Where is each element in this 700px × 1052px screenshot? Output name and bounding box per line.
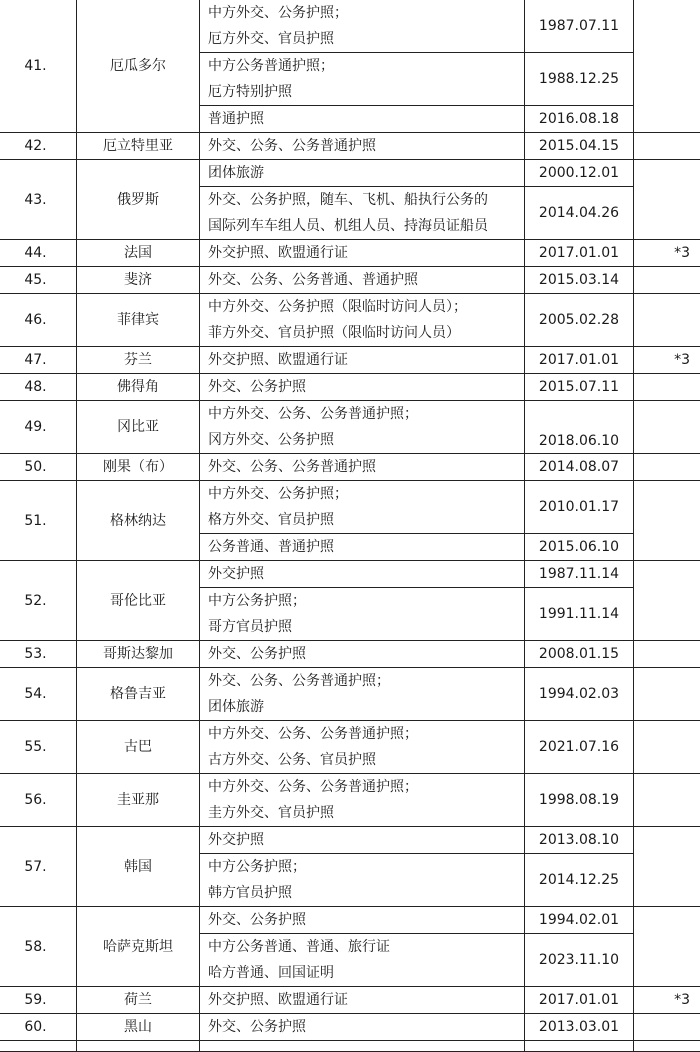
- cell-date: 2014.12.25: [525, 854, 634, 907]
- passport-type-line: 中方外交、公务、公务普通护照；: [208, 774, 524, 800]
- cell-country: 芬兰: [77, 347, 200, 374]
- table-row: [0, 267, 700, 294]
- cell-date: 2008.01.15: [525, 641, 634, 668]
- cell-date: 2015.06.10: [525, 534, 634, 561]
- table-row: [0, 561, 700, 588]
- table-row-partial-bottom: [0, 1041, 700, 1052]
- cell-note: [634, 374, 700, 401]
- cell-passport-type: [200, 187, 525, 240]
- passport-type-line: 外交、公务护照: [208, 374, 524, 400]
- cell-date: 1987.07.11: [525, 0, 634, 53]
- cell-passport-type: [200, 854, 525, 907]
- passport-type-line: 外交、公务、公务普通护照: [208, 133, 524, 159]
- passport-type-line: 外交、公务、公务普通护照: [208, 454, 524, 480]
- table-row: [0, 1014, 700, 1041]
- cell-num: 44.: [0, 240, 77, 267]
- table-row: [0, 827, 700, 854]
- cell-passport-type: [200, 106, 525, 133]
- cell-passport-type: [200, 534, 525, 561]
- cell-country: 刚果（布）: [77, 454, 200, 481]
- cell-date: 2013.03.01: [525, 1014, 634, 1041]
- cell-date: 2014.04.26: [525, 187, 634, 240]
- cell-note: [634, 827, 700, 907]
- cell-note: [634, 454, 700, 481]
- passport-type-line: 团体旅游: [208, 694, 524, 720]
- cell-passport-type: [200, 561, 525, 588]
- passport-type-line: 外交护照、欧盟通行证: [208, 347, 524, 373]
- passport-type-line: 外交、公务护照: [208, 907, 524, 933]
- cell-passport-type: [200, 374, 525, 401]
- cell-note: [634, 481, 700, 561]
- cell-num: 48.: [0, 374, 77, 401]
- cell-country: 古巴: [77, 721, 200, 774]
- table-row: [0, 641, 700, 668]
- passport-type-line: 圭方外交、官员护照: [208, 800, 524, 826]
- cell-passport-type: [200, 294, 525, 347]
- cell-date: 2013.08.10: [525, 827, 634, 854]
- passport-type-line: 团体旅游: [208, 160, 524, 186]
- cell-date: 1998.08.19: [525, 774, 634, 827]
- cell-country: 韩国: [77, 827, 200, 907]
- cell-passport-type: [200, 0, 525, 53]
- cell-date: 2021.07.16: [525, 721, 634, 774]
- passport-type-line: 外交护照: [208, 827, 524, 853]
- cell-num: 50.: [0, 454, 77, 481]
- cell-num: 55.: [0, 721, 77, 774]
- cell-note: [634, 294, 700, 347]
- cell-num: 53.: [0, 641, 77, 668]
- cell-date: 2015.07.11: [525, 374, 634, 401]
- passport-type-line: 厄方特别护照: [208, 79, 524, 105]
- cell-note: [634, 561, 700, 641]
- cell-num: 60.: [0, 1014, 77, 1041]
- passport-type-line: 中方公务护照；: [208, 854, 524, 880]
- passport-type-line: 中方外交、公务、公务普通护照；: [208, 721, 524, 747]
- cell-country: 佛得角: [77, 374, 200, 401]
- cell-passport-type: [200, 454, 525, 481]
- cell-passport-type: [200, 1014, 525, 1041]
- passport-type-line: 公务普通、普通护照: [208, 534, 524, 560]
- cell-num: 49.: [0, 401, 77, 454]
- cell-date: 2014.08.07: [525, 454, 634, 481]
- cell-passport-type: [200, 401, 525, 454]
- cell-date: 2023.11.10: [525, 934, 634, 987]
- cell-num: 42.: [0, 133, 77, 160]
- table-row: [0, 294, 700, 347]
- cell-passport-type: [200, 987, 525, 1014]
- cell-country: 格鲁吉亚: [77, 668, 200, 721]
- passport-type-line: 中方外交、公务护照；: [208, 481, 524, 507]
- passport-type-line: 中方外交、公务护照；: [208, 0, 524, 26]
- cell-date: 2017.01.01: [525, 987, 634, 1014]
- cell-empty: [634, 1041, 700, 1052]
- cell-passport-type: [200, 267, 525, 294]
- cell-country: 厄瓜多尔: [77, 0, 200, 133]
- cell-passport-type: [200, 774, 525, 827]
- table-row: [0, 987, 700, 1014]
- cell-passport-type: [200, 588, 525, 641]
- cell-country: 俄罗斯: [77, 160, 200, 240]
- table-row: [0, 668, 700, 721]
- cell-note: [634, 160, 700, 240]
- passport-type-line: 中方外交、公务护照（限临时访问人员）；: [208, 294, 524, 320]
- cell-note: [634, 721, 700, 774]
- cell-passport-type: [200, 240, 525, 267]
- cell-date: 2018.06.10: [525, 401, 634, 454]
- table-row: [0, 774, 700, 827]
- passport-type-line: 普通护照: [208, 106, 524, 132]
- cell-country: 圭亚那: [77, 774, 200, 827]
- passport-type-line: 菲方外交、官员护照（限临时访问人员）: [208, 320, 524, 346]
- cell-num: 52.: [0, 561, 77, 641]
- cell-num: 59.: [0, 987, 77, 1014]
- cell-date: 2015.03.14: [525, 267, 634, 294]
- cell-note: *3: [634, 347, 700, 374]
- cell-country: 哥伦比亚: [77, 561, 200, 641]
- passport-type-line: 格方外交、官员护照: [208, 507, 524, 533]
- table-row: [0, 240, 700, 267]
- cell-note: [634, 267, 700, 294]
- passport-type-line: 韩方官员护照: [208, 880, 524, 906]
- cell-country: 厄立特里亚: [77, 133, 200, 160]
- cell-passport-type: [200, 160, 525, 187]
- cell-date: 2017.01.01: [525, 347, 634, 374]
- table-row: [0, 401, 700, 454]
- cell-note: *3: [634, 240, 700, 267]
- cell-num: 43.: [0, 160, 77, 240]
- cell-note: [634, 774, 700, 827]
- cell-empty: [200, 1041, 525, 1052]
- table-row: [0, 347, 700, 374]
- cell-note: *3: [634, 987, 700, 1014]
- passport-type-line: 外交、公务护照: [208, 1014, 524, 1040]
- passport-type-line: 古方外交、公务、官员护照: [208, 747, 524, 773]
- table-row: [0, 721, 700, 774]
- cell-date: 1988.12.25: [525, 53, 634, 106]
- cell-note: [634, 641, 700, 668]
- cell-date: 2017.01.01: [525, 240, 634, 267]
- table-row: [0, 160, 700, 187]
- cell-passport-type: [200, 53, 525, 106]
- cell-country: 哥斯达黎加: [77, 641, 200, 668]
- cell-empty: [0, 1041, 77, 1052]
- table-row: [0, 374, 700, 401]
- cell-note: [634, 668, 700, 721]
- passport-type-line: 外交、公务护照: [208, 641, 524, 667]
- cell-num: 47.: [0, 347, 77, 374]
- cell-country: 菲律宾: [77, 294, 200, 347]
- cell-country: 斐济: [77, 267, 200, 294]
- cell-num: 51.: [0, 481, 77, 561]
- cell-note: [634, 0, 700, 133]
- cell-num: 54.: [0, 668, 77, 721]
- cell-country: 格林纳达: [77, 481, 200, 561]
- cell-date: 2005.02.28: [525, 294, 634, 347]
- cell-note: [634, 1014, 700, 1041]
- cell-num: 45.: [0, 267, 77, 294]
- cell-date: 1994.02.03: [525, 668, 634, 721]
- cell-num: 46.: [0, 294, 77, 347]
- cell-date: 1991.11.14: [525, 588, 634, 641]
- cell-num: 58.: [0, 907, 77, 987]
- table-row: [0, 0, 700, 53]
- cell-passport-type: [200, 907, 525, 934]
- passport-type-line: 外交、公务护照，随车、飞机、船执行公务的: [208, 187, 524, 213]
- cell-note: [634, 133, 700, 160]
- cell-note: [634, 401, 700, 454]
- passport-type-line: 中方公务普通、普通、旅行证: [208, 934, 524, 960]
- cell-passport-type: [200, 721, 525, 774]
- table-row: [0, 481, 700, 534]
- cell-date: 1994.02.01: [525, 907, 634, 934]
- cell-country: 冈比亚: [77, 401, 200, 454]
- cell-passport-type: [200, 133, 525, 160]
- cell-date: 2015.04.15: [525, 133, 634, 160]
- passport-type-line: 中方公务护照；: [208, 588, 524, 614]
- table-row: [0, 133, 700, 160]
- cell-date: 2000.12.01: [525, 160, 634, 187]
- cell-date: 2010.01.17: [525, 481, 634, 534]
- passport-type-line: 外交护照: [208, 561, 524, 587]
- cell-country: 法国: [77, 240, 200, 267]
- passport-type-line: 哥方官员护照: [208, 614, 524, 640]
- passport-type-line: 外交护照、欧盟通行证: [208, 240, 524, 266]
- cell-note: [634, 907, 700, 987]
- passport-type-line: 冈方外交、公务护照: [208, 427, 524, 453]
- cell-passport-type: [200, 481, 525, 534]
- cell-empty: [525, 1041, 634, 1052]
- cell-passport-type: [200, 347, 525, 374]
- cell-passport-type: [200, 668, 525, 721]
- cell-date: 1987.11.14: [525, 561, 634, 588]
- table-row: [0, 907, 700, 934]
- passport-type-line: 中方外交、公务、公务普通护照；: [208, 401, 524, 427]
- passport-type-line: 外交、公务、公务普通护照；: [208, 668, 524, 694]
- passport-type-line: 外交、公务、公务普通、普通护照: [208, 267, 524, 293]
- cell-passport-type: [200, 827, 525, 854]
- cell-num: 41.: [0, 0, 77, 133]
- cell-country: 荷兰: [77, 987, 200, 1014]
- cell-num: 56.: [0, 774, 77, 827]
- passport-type-line: 厄方外交、官员护照: [208, 26, 524, 52]
- cell-passport-type: [200, 641, 525, 668]
- passport-type-line: 国际列车车组人员、机组人员、持海员证船员: [208, 213, 524, 239]
- passport-type-line: 中方公务普通护照；: [208, 53, 524, 79]
- cell-passport-type: [200, 934, 525, 987]
- cell-num: 57.: [0, 827, 77, 907]
- cell-country: 哈萨克斯坦: [77, 907, 200, 987]
- passport-type-line: 哈方普通、回国证明: [208, 960, 524, 986]
- cell-country: 黑山: [77, 1014, 200, 1041]
- table-row: [0, 454, 700, 481]
- cell-empty: [77, 1041, 200, 1052]
- cell-date: 2016.08.18: [525, 106, 634, 133]
- passport-type-line: 外交护照、欧盟通行证: [208, 987, 524, 1013]
